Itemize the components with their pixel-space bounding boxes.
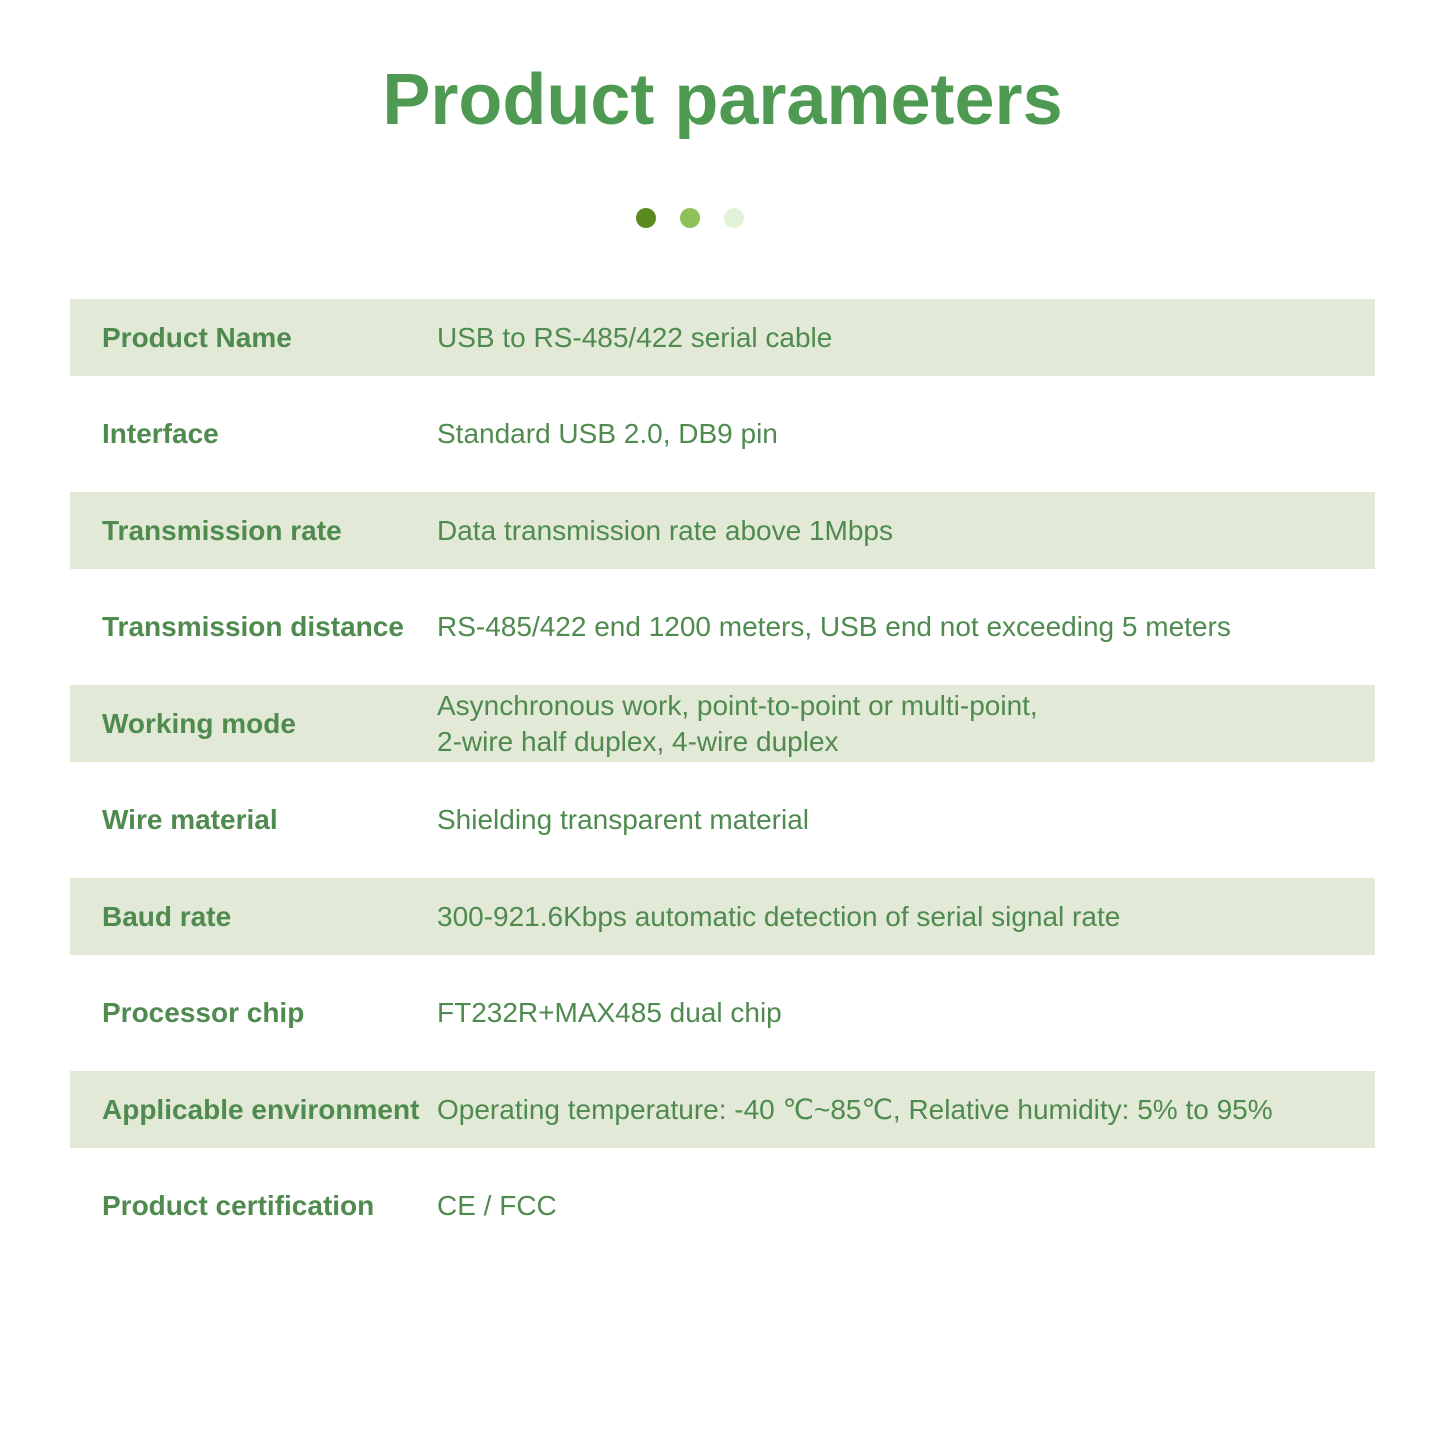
table-row: [70, 299, 1375, 376]
param-value: [437, 513, 1375, 549]
page-title: Product parameters: [382, 60, 1063, 140]
dot-dark: [636, 208, 656, 228]
param-label: Interface: [102, 418, 219, 449]
decorative-dots: [636, 208, 744, 228]
table-row: [70, 1071, 1375, 1148]
param-value-line: 300-921.6Kbps automatic detection of serial signal rate: [437, 900, 1121, 932]
param-label: Transmission distance: [102, 611, 404, 642]
param-value-line: CE / FCC: [437, 1190, 557, 1221]
param-value: [437, 899, 1375, 935]
param-label: Transmission rate: [102, 514, 342, 546]
param-label: Baud rate: [102, 900, 232, 932]
param-value-line: Asynchronous work, point-to-point or multi-point,: [437, 689, 1038, 721]
param-value-line: FT232R+MAX485 dual chip: [437, 997, 782, 1028]
param-value: [437, 688, 1375, 760]
table-row: [70, 782, 1375, 859]
param-label: Product Name: [102, 321, 292, 353]
param-label: Product certification: [102, 1190, 375, 1221]
table-row: [70, 396, 1375, 473]
dot-light: [724, 208, 744, 228]
param-value: [437, 320, 1375, 356]
param-label: Processor chip: [102, 997, 305, 1028]
param-value: [437, 802, 1375, 838]
param-value: [437, 1188, 1375, 1224]
param-label: Wire material: [102, 804, 278, 835]
param-value: [437, 416, 1375, 452]
param-value: [437, 609, 1375, 645]
param-label: Applicable environment: [102, 1093, 420, 1125]
table-row: [70, 878, 1375, 955]
table-row: [70, 589, 1375, 666]
table-row: [70, 492, 1375, 569]
param-value-line: Standard USB 2.0, DB9 pin: [437, 418, 778, 449]
parameters-table: [70, 299, 1375, 1264]
table-row: [70, 975, 1375, 1052]
table-row: [70, 1168, 1375, 1245]
param-value: [437, 1092, 1375, 1128]
dot-mid: [680, 208, 700, 228]
param-value-line: Operating temperature: -40 ℃~85℃, Relative humidity: 5% to 95%: [437, 1093, 1273, 1125]
param-value-line: RS-485/422 end 1200 meters, USB end not exceeding 5 meters: [437, 611, 1231, 642]
param-value-line: 2-wire half duplex, 4-wire duplex: [437, 725, 839, 757]
param-value: [437, 995, 1375, 1031]
table-row: [70, 685, 1375, 762]
param-value-line: Data transmission rate above 1Mbps: [437, 514, 893, 546]
param-value-line: Shielding transparent material: [437, 804, 809, 835]
param-value-line: USB to RS-485/422 serial cable: [437, 321, 833, 353]
param-label: Working mode: [102, 707, 296, 739]
